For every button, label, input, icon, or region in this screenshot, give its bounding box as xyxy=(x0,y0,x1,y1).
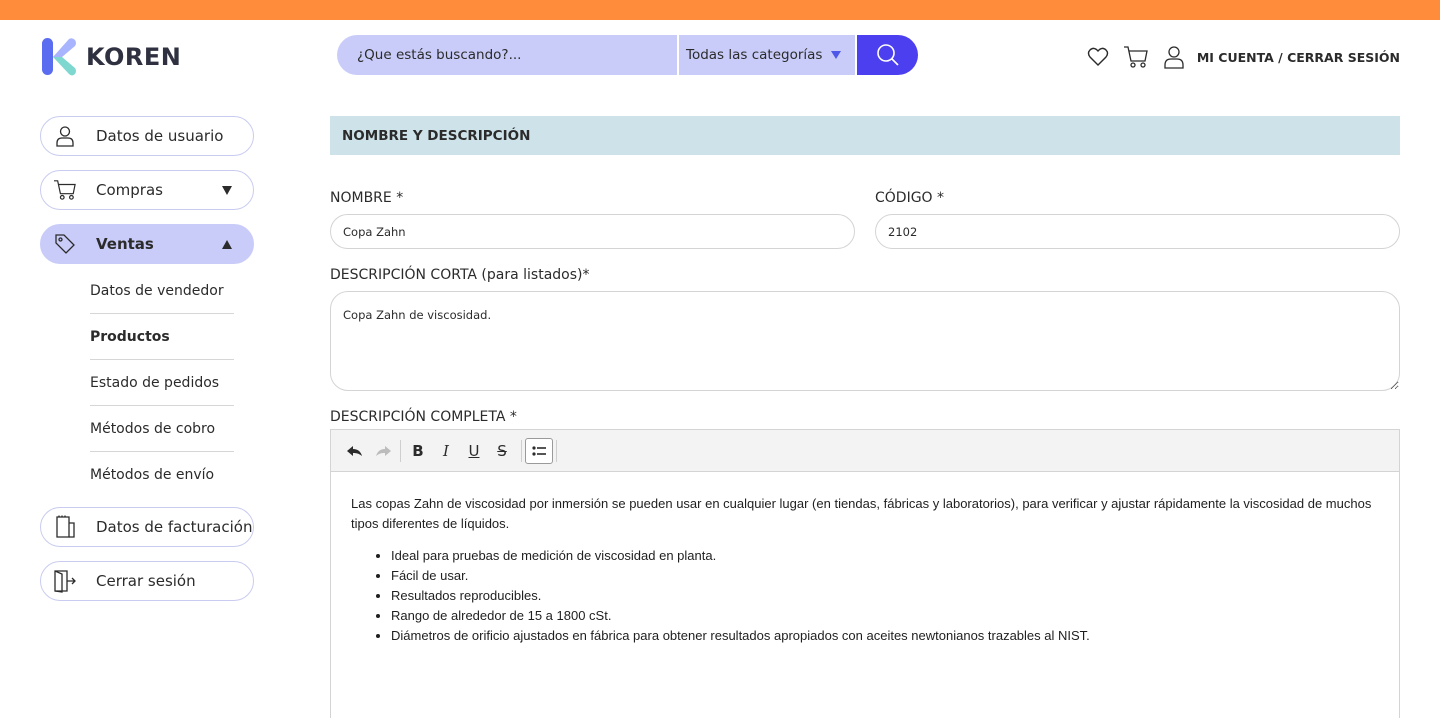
brand-name: KOREN xyxy=(86,43,182,71)
sidebar-item-billing[interactable] xyxy=(40,507,254,547)
bullet-list-button[interactable] xyxy=(525,438,553,464)
editor-content[interactable] xyxy=(331,472,1399,646)
undo-button[interactable] xyxy=(341,437,369,465)
category-select-value: Todas las categorías xyxy=(686,47,823,63)
short-description-field[interactable] xyxy=(330,291,1400,391)
sidebar-item-user-data[interactable] xyxy=(40,116,254,156)
sidebar-item-label: Datos de facturación xyxy=(96,518,253,536)
redo-icon xyxy=(375,444,391,458)
submenu-item-payment-methods[interactable]: Métodos de cobro xyxy=(90,406,234,452)
search-icon xyxy=(876,43,900,67)
editor-toolbar xyxy=(331,430,1399,472)
sidebar-item-label: Cerrar sesión xyxy=(96,572,196,590)
user-icon xyxy=(53,124,77,148)
user-icon[interactable] xyxy=(1161,44,1187,70)
name-field[interactable] xyxy=(330,214,855,249)
search-button[interactable] xyxy=(857,35,918,75)
description-paragraph: Las copas Zahn de viscosidad por inmersión se pueden usar en cualquier lugar (en tiendas, fábricas y laboratorios), para verificar y ajustar rápidamente la viscosidad de muchos tipos diferentes de líquidos. xyxy=(351,496,1372,531)
sidebar-item-purchases[interactable] xyxy=(40,170,254,210)
code-field[interactable] xyxy=(875,214,1400,249)
submenu-item-seller-data[interactable]: Datos de vendedor xyxy=(90,268,234,314)
heart-icon[interactable] xyxy=(1085,44,1111,70)
sidebar-item-label: Ventas xyxy=(96,235,154,253)
document-icon xyxy=(53,515,77,539)
account-link[interactable]: MI CUENTA / CERRAR SESIÓN xyxy=(1196,49,1400,65)
strikethrough-button[interactable]: S xyxy=(497,441,507,460)
list-item: • Diámetros de orificio ajustados en fábrica para obtener resultados apropiados con aceites newtonianos trazables al NIST. xyxy=(391,626,1379,646)
logo-mark-icon xyxy=(42,38,78,76)
tag-icon xyxy=(53,232,77,256)
search-bar xyxy=(337,35,918,75)
bold-button[interactable]: B xyxy=(412,441,424,460)
brand-logo[interactable] xyxy=(42,38,181,76)
chevron-up-icon xyxy=(222,240,232,249)
section-title: NOMBRE Y DESCRIPCIÓN xyxy=(330,116,1400,155)
name-label: NOMBRE * xyxy=(330,190,404,206)
caret-down-icon xyxy=(831,51,841,59)
rich-text-editor xyxy=(330,429,1400,718)
search-input[interactable] xyxy=(337,35,677,75)
full-description-label: DESCRIPCIÓN COMPLETA * xyxy=(330,409,517,425)
submenu-item-order-status[interactable]: Estado de pedidos xyxy=(90,360,234,406)
sales-submenu xyxy=(90,268,234,498)
italic-button[interactable]: I xyxy=(443,441,449,460)
code-label: CÓDIGO * xyxy=(875,190,945,206)
bullet-list-icon xyxy=(532,445,546,457)
short-description-label: DESCRIPCIÓN CORTA (para listados)* xyxy=(330,267,590,283)
cart-icon[interactable] xyxy=(1123,44,1149,70)
description-bullet-list xyxy=(351,546,1379,646)
sidebar-item-label: Compras xyxy=(96,181,163,199)
list-item: • Fácil de usar. xyxy=(391,566,1379,586)
sidebar-item-logout[interactable] xyxy=(40,561,254,601)
submenu-item-shipping-methods[interactable]: Métodos de envío xyxy=(90,467,215,483)
list-item: • Resultados reproducibles. xyxy=(391,586,1379,606)
toolbar-divider xyxy=(400,440,401,462)
chevron-down-icon xyxy=(222,186,232,195)
top-accent-bar xyxy=(0,0,1440,20)
redo-button[interactable] xyxy=(369,437,397,465)
sidebar-item-sales[interactable] xyxy=(40,224,254,264)
toolbar-divider xyxy=(521,440,522,462)
category-select[interactable] xyxy=(679,35,855,75)
header-actions xyxy=(1073,42,1400,72)
undo-icon xyxy=(347,444,363,458)
underline-button[interactable]: U xyxy=(468,441,480,460)
cart-icon xyxy=(53,178,77,202)
list-item: • Rango de alrededor de 15 a 1800 cSt. xyxy=(391,606,1379,626)
submenu-item-products[interactable]: Productos xyxy=(90,314,234,360)
toolbar-divider xyxy=(556,440,557,462)
logout-icon xyxy=(53,569,77,593)
sidebar-item-label: Datos de usuario xyxy=(96,127,224,145)
list-item: • Ideal para pruebas de medición de viscosidad en planta. xyxy=(391,546,1379,566)
